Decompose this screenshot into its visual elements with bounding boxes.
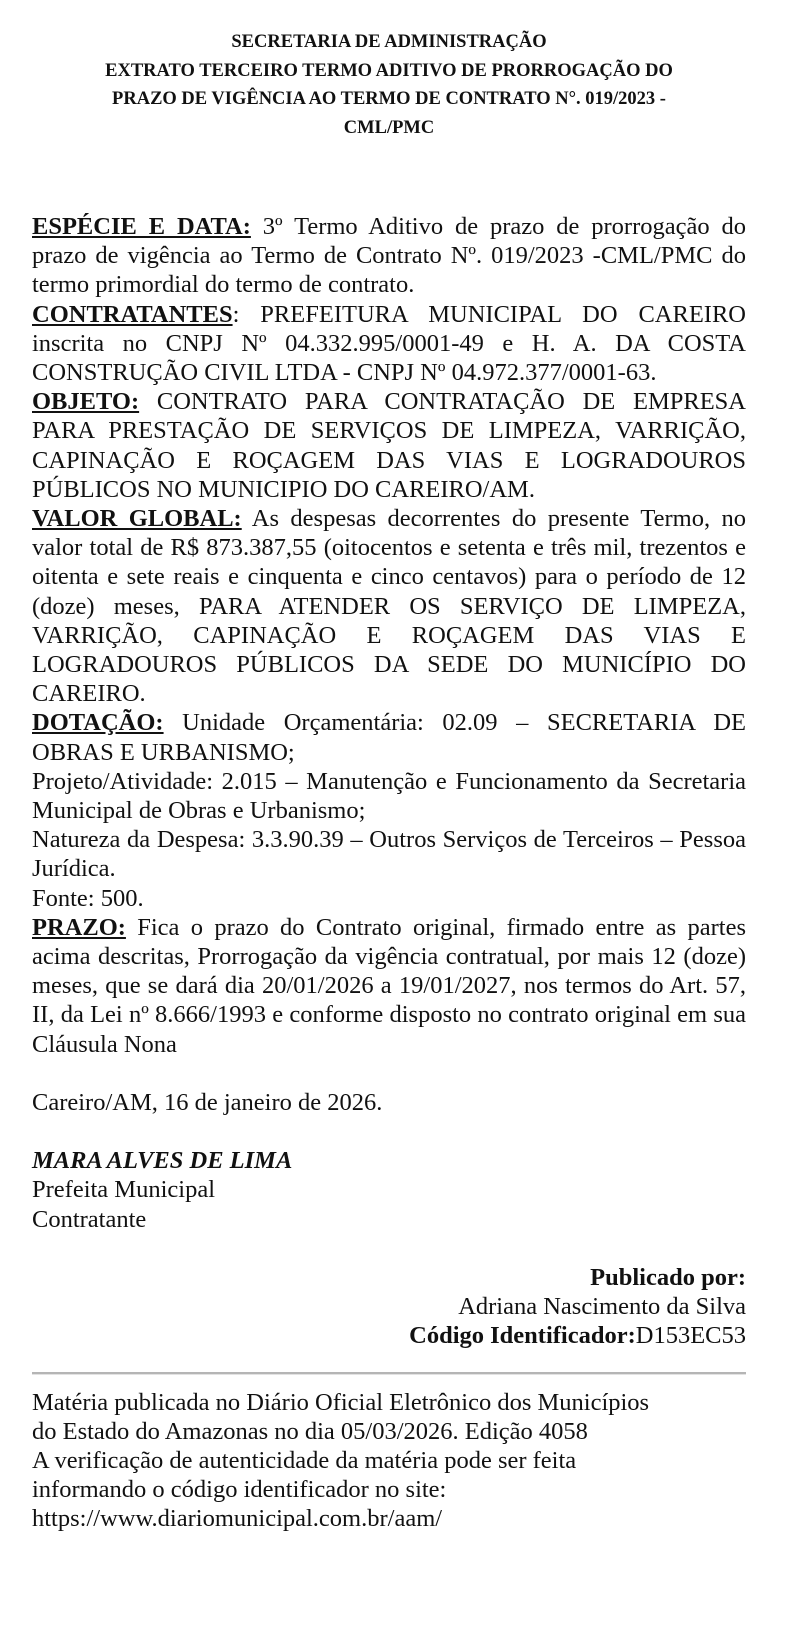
valor-text: As despesas decorrentes do presente Termo, no valor total de R$ 873.387,55 (oitocentos e setenta e três mil, trezentos e oitenta e sete reais e cinquenta e cinco centavos) para o período de 12 (doze) meses, PARA ATENDER OS SERVIÇO DE LIMPEZA, VARRIÇÃO, CAPINAÇÃO E ROÇAGEM DAS VIAS E LOGRADOUROS PÚBLICOS DA SEDE DO MUNICÍPIO DO CAREIRO. <box>32 505 746 708</box>
footer-line-2: do Estado do Amazonas no dia 05/03/2026. Edição 4058 <box>32 1418 588 1446</box>
valor-label: VALOR GLOBAL: <box>32 505 242 533</box>
section-dotacao <box>32 708 746 766</box>
identifier-code: D153EC53 <box>635 1322 746 1350</box>
published-label: Publicado por: <box>590 1263 746 1291</box>
identifier-line <box>32 1321 746 1350</box>
header-line-1: SECRETARIA DE ADMINISTRAÇÃO <box>231 32 547 52</box>
contratantes-label: CONTRATANTES <box>32 300 233 328</box>
footer-line-3: A verificação de autenticidade da matéria pode ser feita <box>32 1447 577 1475</box>
signer-role: Prefeita Municipal <box>32 1176 216 1204</box>
section-contratantes <box>32 300 746 388</box>
publication-footer <box>32 1388 746 1533</box>
footer-divider <box>32 1372 746 1374</box>
document-header <box>32 28 746 142</box>
published-block <box>32 1263 746 1351</box>
dotacao-projeto: Projeto/Atividade: 2.015 – Manutenção e Funcionamento da Secretaria Municipal de Obras e Urbanismo; <box>32 767 746 825</box>
contratantes-text: : PREFEITURA MUNICIPAL DO CAREIRO inscrita no CNPJ Nº 04.332.995/0001-49 e H. A. DA COSTA CONSTRUÇÃO CIVIL LTDA - CNPJ Nº 04.972.377/0001-63. <box>32 300 746 387</box>
prazo-text: Fica o prazo do Contrato original, firmado entre as partes acima descritas, Prorrogação da vigência contratual, por mais 12 (doze) meses, que se dará dia 20/01/2026 a 19/01/2027, nos termos do Art. 57, II, da Lei nº 8.666/1993 e conforme disposto no contrato original em sua Cláusula Nona <box>32 913 746 1058</box>
dotacao-natureza: Natureza da Despesa: 3.3.90.39 – Outros Serviços de Terceiros – Pessoa Jurídica. <box>32 826 746 883</box>
footer-line-1: Matéria publicada no Diário Oficial Eletrônico dos Municípios <box>32 1389 650 1417</box>
document-body <box>32 212 746 1350</box>
especie-text: 3º Termo Aditivo de prazo de prorrogação do prazo de vigência ao Termo de Contrato Nº. 019/2023 -CML/PMC do termo primordial do termo de contrato. <box>32 213 746 299</box>
section-prazo <box>32 913 746 1059</box>
section-especie <box>32 212 746 300</box>
section-objeto <box>32 387 746 504</box>
especie-label: ESPÉCIE E DATA: <box>32 213 251 240</box>
objeto-text: CONTRATO PARA CONTRATAÇÃO DE EMPRESA PARA PRESTAÇÃO DE SERVIÇOS DE LIMPEZA, VARRIÇÃO, CAPINAÇÃO E ROÇAGEM DAS VIAS E LOGRADOUROS PÚBLICOS NO MUNICIPIO DO CAREIRO/AM. <box>32 388 746 503</box>
dotacao-text: Unidade Orçamentária: 02.09 – SECRETARIA DE OBRAS E URBANISMO; <box>32 709 746 766</box>
published-name: Adriana Nascimento da Silva <box>458 1292 746 1320</box>
objeto-label: OBJETO: <box>32 388 140 416</box>
header-line-3: PRAZO DE VIGÊNCIA AO TERMO DE CONTRATO N°. 019/2023 - <box>112 89 666 109</box>
header-line-2: EXTRATO TERCEIRO TERMO ADITIVO DE PRORROGAÇÃO DO <box>105 60 673 81</box>
section-valor-global <box>32 504 746 708</box>
date-line: Careiro/AM, 16 de janeiro de 2026. <box>32 1088 383 1116</box>
signer-party: Contratante <box>32 1205 147 1233</box>
header-line-4: CML/PMC <box>343 117 435 138</box>
dotacao-label: DOTAÇÃO: <box>32 709 164 737</box>
footer-line-4: informando o código identificador no site: <box>32 1476 447 1504</box>
identifier-label: Código Identificador: <box>409 1322 636 1350</box>
dotacao-fonte: Fonte: 500. <box>32 884 144 912</box>
footer-url: https://www.diariomunicipal.com.br/aam/ <box>32 1505 443 1533</box>
prazo-label: PRAZO: <box>32 913 126 941</box>
signer-name: MARA ALVES DE LIMA <box>32 1147 293 1175</box>
